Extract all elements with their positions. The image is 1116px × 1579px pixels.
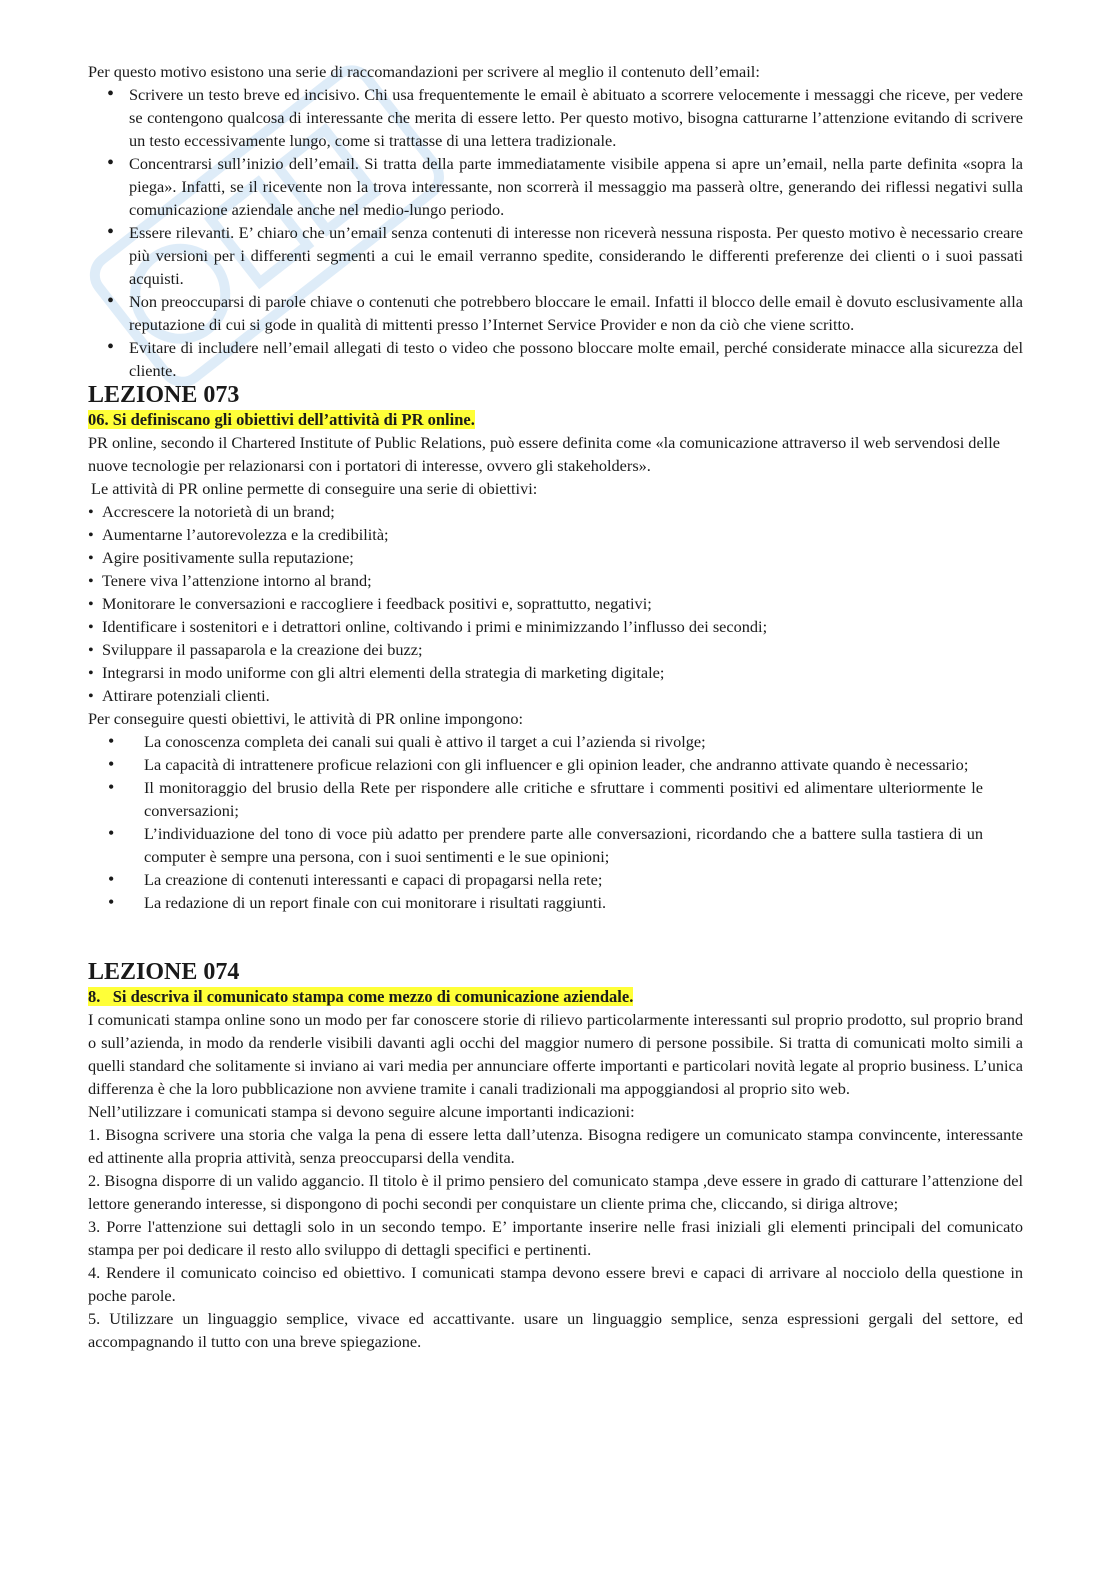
document-page bbox=[88, 60, 1023, 1353]
pr-definition: PR online, secondo il Chartered Institute of Public Relations, può essere definita come «la comunicazione attraverso il web servendosi delle nuove tecnologie per relazionarsi con i portatori di interesse, ovvero gli stakeholders». bbox=[88, 433, 1000, 475]
guideline-item: 1. Bisogna scrivere una storia che valga la pena di essere letta dall’utenza. Bisogna redigere un comunicato stampa convincente, interessante ed attinente alla propria attività, senza preoccuparsi della vendita. bbox=[88, 1125, 1023, 1167]
list-item: • La redazione di un report finale con cui monitorare i risultati raggiunti. bbox=[88, 891, 1023, 914]
list-item: • L’individuazione del tono di voce più adatto per prendere parte alle conversazioni, ricordando che a battere sulla tastiera di un computer è sempre una persona, con i suoi sentimenti e le sue opinioni; bbox=[88, 822, 1023, 868]
objectives-intro: Le attività di PR online permette di conseguire una serie di obiettivi: bbox=[91, 479, 538, 498]
list-item: • Non preoccuparsi di parole chiave o contenuti che potrebbero bloccare le email. Infatti il blocco delle email è dovuto esclusivamente alla reputazione di cui si gode in qualità di mittenti presso l’Internet Service Provider e non da ciò che viene scritto. bbox=[88, 290, 1023, 336]
list-item: • Integrarsi in modo uniforme con gli altri elementi della strategia di marketing digitale; bbox=[88, 661, 1023, 684]
list-item: • Attirare potenziali clienti. bbox=[88, 684, 1023, 707]
lesson-073-title: LEZIONE 073 bbox=[88, 382, 240, 408]
list-item: • Il monitoraggio del brusio della Rete per rispondere alle critiche e sfruttare i commenti positivi ed alimentare ulteriormente le conversazioni; bbox=[88, 776, 1023, 822]
lesson-073-question: 06. Si definiscano gli obiettivi dell’attività di PR online. bbox=[88, 410, 475, 429]
recommendations-list bbox=[88, 83, 1023, 382]
email-intro: Per questo motivo esistono una serie di raccomandazioni per scrivere al meglio il contenuto dell’email: bbox=[88, 62, 760, 81]
spacer bbox=[88, 914, 1023, 959]
requirements-list bbox=[88, 730, 1023, 914]
guidelines-intro: Nell’utilizzare i comunicati stampa si devono seguire alcune importanti indicazioni: bbox=[88, 1102, 635, 1121]
list-item: • Concentrarsi sull’inizio dell’email. Si tratta della parte immediatamente visibile appena si apre un’email, nella parte definita «sopra la piega». Infatti, se il ricevente non la trova interessante, non scorrerà il messaggio ma passerà oltre, generando dei riflessi negativi sulla comunicazione aziendale anche nel medio-lungo periodo. bbox=[88, 152, 1023, 221]
objectives-list bbox=[88, 500, 1023, 707]
press-release-paragraph: I comunicati stampa online sono un modo per far conoscere storie di rilievo particolarmente interessanti sul proprio prodotto, sul proprio brand o sull’azienda, in modo da renderle visibili davanti agli occhi del maggior numero di persone possibile. Si tratta di comunicati molto simili a quelli standard che solitamente si inviano ai vari media per annunciare offerte importanti e particolari novità legate al proprio business. L’unica differenza è che la loro pubblicazione non avviene tramite i canali tradizionali ma appoggiandosi al proprio sito web. bbox=[88, 1010, 1023, 1098]
list-item: • Identificare i sostenitori e i detrattori online, coltivando i primi e minimizzando l’influsso dei secondi; bbox=[88, 615, 1023, 638]
list-item: • Essere rilevanti. E’ chiaro che un’email senza contenuti di interesse non riceverà nessuna risposta. Per questo motivo è necessario creare più versioni per i differenti segmenti a cui le email verranno spedite, considerando le differenti preferenze dei clienti o i suoi passati acquisti. bbox=[88, 221, 1023, 290]
list-item: • Scrivere un testo breve ed incisivo. Chi usa frequentemente le email è abituato a scorrere velocemente i messaggi che riceve, per vedere se contengono qualcosa di interessante che merita di essere letto. Per questo motivo, bisogna catturarne l’attenzione evitando di scrivere un testo eccessivamente lungo, come si trattasse di una lettera tradizionale. bbox=[88, 83, 1023, 152]
guideline-item: 4. Rendere il comunicato coinciso ed obiettivo. I comunicati stampa devono essere brevi e capaci di arrivare al nocciolo della questione in poche parole. bbox=[88, 1263, 1023, 1305]
list-item: • Aumentarne l’autorevolezza e la credibilità; bbox=[88, 523, 1023, 546]
list-item: • Monitorare le conversazioni e raccogliere i feedback positivi e, soprattutto, negativi; bbox=[88, 592, 1023, 615]
list-item: • Accrescere la notorietà di un brand; bbox=[88, 500, 1023, 523]
list-item: • La conoscenza completa dei canali sui quali è attivo il target a cui l’azienda si rivolge; bbox=[88, 730, 1023, 753]
list-item: • La capacità di intrattenere proficue relazioni con gli influencer e gli opinion leader, che andranno attivate quando è necessario; bbox=[88, 753, 1023, 776]
list-item: • Evitare di includere nell’email allegati di testo o video che possono bloccare molte email, perché considerate minacce alla sicurezza del cliente. bbox=[88, 336, 1023, 382]
lesson-074-question: 8. Si descriva il comunicato stampa come mezzo di comunicazione aziendale. bbox=[88, 987, 634, 1006]
list-item: • Agire positivamente sulla reputazione; bbox=[88, 546, 1023, 569]
guideline-item: 2. Bisogna disporre di un valido aggancio. Il titolo è il primo pensiero del comunicato stampa ,deve essere in grado di catturare l’attenzione del lettore generando interesse, si dispongono di pochi secondi per conquistare un cliente prima che, cliccando, si diriga altrove; bbox=[88, 1171, 1023, 1213]
lesson-074-title: LEZIONE 074 bbox=[88, 959, 240, 985]
list-item: • Tenere viva l’attenzione intorno al brand; bbox=[88, 569, 1023, 592]
requirements-intro: Per conseguire questi obiettivi, le attività di PR online impongono: bbox=[88, 709, 524, 728]
list-item: • Sviluppare il passaparola e la creazione dei buzz; bbox=[88, 638, 1023, 661]
list-item: • La creazione di contenuti interessanti e capaci di propagarsi nella rete; bbox=[88, 868, 1023, 891]
guideline-item: 3. Porre l'attenzione sui dettagli solo in un secondo tempo. E’ importante inserire nelle frasi iniziali gli elementi principali del comunicato stampa per poi dedicare il resto allo sviluppo di dettagli specifici e pertinenti. bbox=[88, 1217, 1023, 1259]
guideline-item: 5. Utilizzare un linguaggio semplice, vivace ed accattivante. usare un linguaggio semplice, senza espressioni gergali del settore, ed accompagnando il tutto con una breve spiegazione. bbox=[88, 1309, 1023, 1351]
